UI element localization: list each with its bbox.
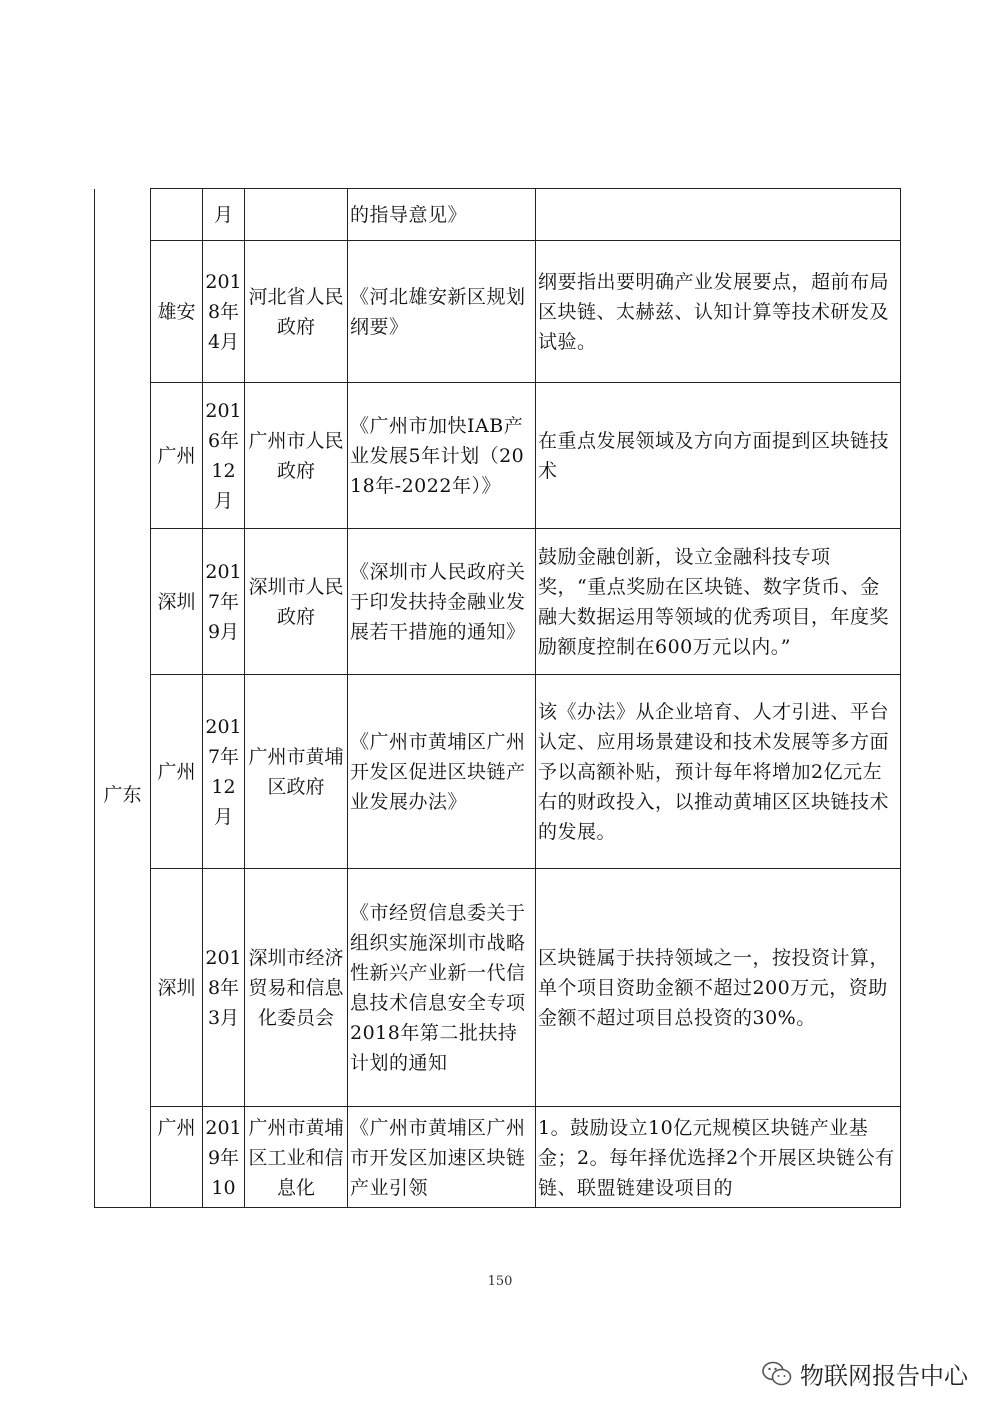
date-cell: 2016年12月 — [203, 383, 245, 529]
city-cell: 广州 — [151, 1107, 203, 1208]
issuer-cell: 广州市黄埔区政府 — [245, 675, 348, 869]
table-row — [95, 675, 901, 869]
issuer-cell: 深圳市经济贸易和信息化委员会 — [245, 869, 348, 1107]
table-row — [95, 189, 901, 241]
content-cell: 纲要指出要明确产业发展要点，超前布局区块链、太赫兹、认知计算等技术研发及试验。 — [536, 241, 901, 383]
document-cell: 《市经贸信息委关于组织实施深圳市战略性新兴产业新一代信息技术信息安全专项2018年第二批扶持计划的通知 — [348, 869, 536, 1107]
content-cell — [536, 189, 901, 241]
policy-table — [94, 188, 901, 1208]
document-cell: 的指导意见》 — [348, 189, 536, 241]
province-cell: 广东 — [95, 383, 151, 1208]
footer-brand — [762, 1356, 968, 1391]
table-row — [95, 1107, 901, 1208]
document-cell: 《深圳市人民政府关于印发扶持金融业发展若干措施的通知》 — [348, 529, 536, 675]
date-cell: 月 — [203, 189, 245, 241]
footer-brand-label: 物联网报告中心 — [800, 1362, 968, 1390]
issuer-cell: 广州市黄埔区工业和信息化 — [245, 1107, 348, 1208]
document-cell: 《河北雄安新区规划纲要》 — [348, 241, 536, 383]
city-cell: 广州 — [151, 675, 203, 869]
province-cell — [95, 189, 151, 383]
content-cell: 区块链属于扶持领域之一，按投资计算，单个项目资助金额不超过200万元，资助金额不超过项目总投资的30%。 — [536, 869, 901, 1107]
document-cell: 《广州市黄埔区广州开发区促进区块链产业发展办法》 — [348, 675, 536, 869]
wechat-icon — [762, 1361, 792, 1387]
city-cell: 广州 — [151, 383, 203, 529]
document-cell: 《广州市黄埔区广州市开发区加速区块链产业引领 — [348, 1107, 536, 1208]
content-cell: 1。鼓励设立10亿元规模区块链产业基金；2。每年择优选择2个开展区块链公有链、联盟链建设项目的 — [536, 1107, 901, 1208]
city-cell: 雄安 — [151, 241, 203, 383]
table-row — [95, 869, 901, 1107]
date-cell: 2017年9月 — [203, 529, 245, 675]
table-row — [95, 383, 901, 529]
table-row — [95, 241, 901, 383]
content-cell: 鼓励金融创新，设立金融科技专项奖，“重点奖励在区块链、数字货币、金融大数据运用等领域的优秀项目，年度奖励额度控制在600万元以内。” — [536, 529, 901, 675]
issuer-cell: 深圳市人民政府 — [245, 529, 348, 675]
content-cell: 该《办法》从企业培育、人才引进、平台认定、应用场景建设和技术发展等多方面予以高额补贴，预计每年将增加2亿元左右的财政投入，以推动黄埔区区块链技术的发展。 — [536, 675, 901, 869]
page-number: 150 — [487, 1274, 513, 1289]
table-row — [95, 529, 901, 675]
city-cell — [151, 189, 203, 241]
date-cell: 2018年4月 — [203, 241, 245, 383]
issuer-cell: 广州市人民政府 — [245, 383, 348, 529]
content-cell: 在重点发展领域及方向方面提到区块链技术 — [536, 383, 901, 529]
issuer-cell: 河北省人民政府 — [245, 241, 348, 383]
date-cell: 2019年10 — [203, 1107, 245, 1208]
city-cell: 深圳 — [151, 869, 203, 1107]
date-cell: 2018年3月 — [203, 869, 245, 1107]
issuer-cell — [245, 189, 348, 241]
date-cell: 2017年12月 — [203, 675, 245, 869]
city-cell: 深圳 — [151, 529, 203, 675]
document-cell: 《广州市加快IAB产业发展5年计划（2018年-2022年）》 — [348, 383, 536, 529]
